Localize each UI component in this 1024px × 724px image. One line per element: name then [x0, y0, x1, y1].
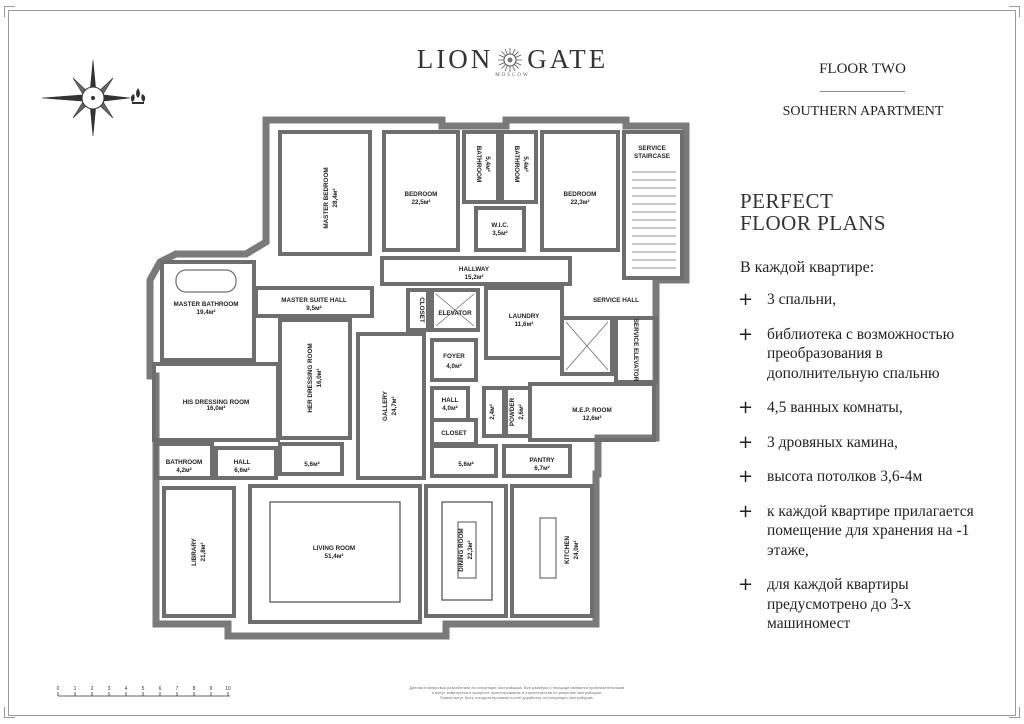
heading-line-2: FLOOR PLANS [740, 211, 887, 235]
plus-icon: + [738, 289, 754, 310]
frame-corner [4, 707, 15, 718]
plus-icon: + [738, 466, 754, 487]
room-area-dining-room: 22,3м² [467, 540, 474, 560]
list-item [738, 290, 988, 310]
room-label-bathroom-1: BATHROOM [475, 145, 482, 183]
room-area-bedroom-1: 22,5м² [411, 199, 431, 206]
room-area-his-dressing-room: 16,0м² [206, 405, 226, 412]
room-area-pantry: 6,7м² [534, 465, 550, 472]
room-label-library: LIBRARY [191, 538, 198, 566]
plus-icon: + [738, 397, 754, 418]
plus-icon: + [738, 500, 754, 522]
list-item [738, 467, 988, 487]
features-list [738, 290, 988, 649]
room-label-mep-room: M.E.P. ROOM [572, 407, 612, 414]
room-label-powder: POWDER [509, 397, 516, 427]
room-label-laundry: LAUNDRY [508, 313, 540, 320]
room-label-wic: W.I.C. [491, 222, 509, 229]
frame-corner [4, 6, 15, 17]
sun-emblem-icon [497, 47, 523, 73]
feature-text: для каждой квартиры предусмотрено до 3-х машиномест [767, 576, 912, 632]
scale-tick: 6 [158, 686, 162, 692]
room-area-bathroom-1: 5,4м² [484, 156, 491, 172]
list-item [738, 398, 988, 418]
scale-tick: 5 [141, 686, 145, 692]
brand-name-left: LION [416, 44, 494, 74]
room-label-his-dressing-room: HIS DRESSING ROOM [182, 399, 250, 406]
scale-bar [44, 684, 234, 702]
frame-corner [1009, 707, 1020, 718]
room-label-living-room: LIVING ROOM [312, 545, 356, 552]
room-label-master-bedroom: MASTER BEDROOM [323, 167, 330, 229]
scale-tick: 4 [124, 686, 128, 692]
scale-tick: 10 [225, 686, 231, 692]
room-label-foyer: FOYER [443, 353, 465, 360]
floor-title: FLOOR TWO [819, 61, 906, 77]
room-label-master-bathroom: MASTER BATHROOM [173, 301, 239, 308]
room-label-bedroom-2: BEDROOM [563, 191, 597, 198]
brand-name-right: GATE [527, 44, 609, 74]
frame-corner [1009, 6, 1020, 17]
room-label-service-hall: SERVICE HALL [592, 297, 640, 304]
room-area-master-suite-hall: 9,5м² [306, 305, 322, 312]
room-area-hallway: 15,2м² [464, 274, 484, 281]
room-area-bedroom-2: 22,3м² [570, 199, 590, 206]
room-label-closet-1: CLOSET [418, 297, 425, 323]
room-label-bathroom-3: BATHROOM [165, 459, 203, 466]
room-label-bedroom-1: BEDROOM [404, 191, 438, 198]
room-label-closet-2: CLOSET [441, 430, 467, 437]
room-label-her-dressing-room: HER DRESSING ROOM [307, 343, 314, 413]
room-label-service-staircase-2: STAIRCASE [634, 153, 670, 160]
room-label-hall-1: HALL [441, 397, 459, 404]
room-label-elevator-1: ELEVATOR [438, 310, 472, 317]
feature-text: к каждой квартире прилагается помещение для хранения на -1 этаже, [767, 502, 974, 559]
room-label-master-suite-hall: MASTER SUITE HALL [281, 297, 347, 304]
feature-text: 4,5 ванных комнаты, [767, 399, 903, 416]
floor-plan [146, 112, 702, 646]
room-label-hallway: HALLWAY [458, 266, 490, 273]
room-area-powder: 2,6м² [518, 404, 525, 420]
room-area-master-bedroom: 28,4м² [332, 188, 339, 208]
scale-tick: 0 [56, 686, 60, 692]
title-divider [820, 91, 905, 92]
feature-text: библиотека с возможностью преобразования в дополнительную спальню [767, 325, 955, 382]
room-label-dining-room: DINING ROOM [458, 528, 465, 572]
room-area-bathroom-2: 5,4м² [522, 156, 529, 172]
disclaimer [372, 686, 662, 701]
brand-logo [400, 44, 625, 78]
scale-tick: 9 [209, 686, 213, 692]
brand-city: MOSCOW [495, 73, 530, 78]
room-area-laundry: 11,6м² [514, 321, 534, 328]
room-label-kitchen: KITCHEN [564, 536, 571, 564]
plus-icon: + [738, 431, 754, 453]
room-area-her-dressing-room: 16,0м² [316, 368, 323, 388]
list-item [738, 575, 988, 634]
room-area-small: 2,4м² [489, 404, 496, 420]
room-area-gallery: 24,7м² [391, 396, 398, 416]
apartment-title: SOUTHERN APARTMENT [782, 104, 944, 119]
room-area-living-room: 51,4м² [324, 553, 344, 560]
compass-rose-icon [38, 58, 158, 138]
room-label-bathroom-2: BATHROOM [513, 145, 520, 183]
room-area-mep-room: 12,6м² [582, 415, 602, 422]
plus-icon: + [738, 574, 754, 595]
room-area-storage-2: 5,6м² [458, 461, 474, 468]
heading-line-1: PERFECT [740, 189, 834, 213]
feature-text: 3 спальни, [767, 291, 837, 308]
room-area-bathroom-3: 4,2м² [176, 467, 192, 474]
feature-text: 3 дровяных камина, [767, 433, 898, 451]
room-label-pantry: PANTRY [529, 457, 555, 464]
room-area-wic: 3,5м² [492, 230, 508, 237]
disclaimer-line: и могут изменяться в процессе проектирования и строительства по решению застройщика. [431, 691, 603, 695]
list-item [738, 502, 988, 561]
disclaimer-line: Планы могут быть откорректированы после доработки по концепции застройщика. [440, 696, 594, 700]
scale-tick: 1 [73, 686, 77, 692]
room-area-hall-1: 4,0м² [442, 405, 458, 412]
plus-icon: + [738, 323, 754, 345]
room-area-kitchen: 24,0м² [573, 540, 580, 560]
scale-tick: 7 [175, 686, 179, 692]
disclaimer-line: Данная планировка разработана по концепции застройщика. Все размеры и площади являются приблизительными [409, 686, 625, 690]
room-label-gallery: GALLERY [382, 391, 389, 421]
room-label-service-staircase-1: SERVICE [638, 145, 666, 152]
room-label-hall-2: HALL [233, 459, 251, 466]
room-area-foyer: 4,0м² [446, 363, 462, 370]
room-area-master-bathroom: 19,4м² [196, 309, 216, 316]
list-item [738, 325, 988, 384]
scale-tick: 3 [107, 686, 111, 692]
room-area-library: 21,8м² [200, 542, 207, 562]
perfect-floor-plans-heading [740, 190, 886, 234]
list-item [738, 433, 988, 453]
room-area-hall-2: 6,6м² [234, 467, 250, 474]
room-label-service-elevator: SERVICE ELEVATOR [632, 318, 639, 382]
features-intro: В каждой квартире: [740, 259, 875, 276]
scale-tick: 2 [90, 686, 94, 692]
feature-text: высота потолков 3,6-4м [767, 468, 923, 485]
room-area-storage-1: 5,6м² [304, 461, 320, 468]
scale-tick: 8 [192, 686, 196, 692]
